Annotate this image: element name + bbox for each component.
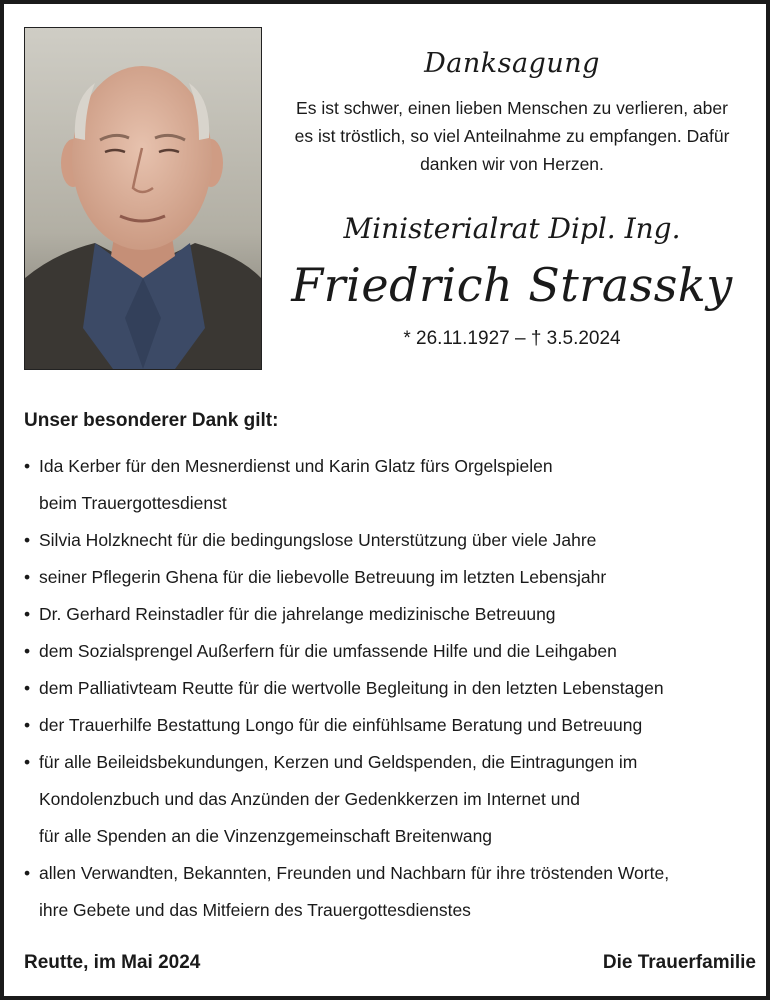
- list-item: [24, 744, 754, 855]
- list-item-line: Silvia Holzknecht für die bedingungslose Unterstützung über viele Jahre: [39, 530, 597, 550]
- bullet-icon: •: [24, 752, 31, 772]
- list-item-line: ihre Gebete und das Mitfeiern des Trauergottesdienstes: [39, 900, 471, 920]
- intro-line: danken wir von Herzen.: [420, 154, 604, 174]
- intro-line: Es ist schwer, einen lieben Menschen zu verlieren, aber: [296, 98, 728, 118]
- life-dates: * 26.11.1927 – † 3.5.2024: [403, 328, 621, 349]
- place-date: Reutte, im Mai 2024: [24, 952, 201, 973]
- list-item-line: der Trauerhilfe Bestattung Longo für die einfühlsame Beratung und Betreuung: [39, 715, 643, 735]
- list-item-line: dem Palliativteam Reutte für die wertvolle Begleitung in den letzten Lebenstagen: [39, 678, 664, 698]
- bullet-icon: •: [24, 863, 31, 883]
- list-item: [24, 448, 754, 522]
- list-item-line: für alle Beileidsbekundungen, Kerzen und Geldspenden, die Eintragungen im: [39, 752, 638, 772]
- bullet-icon: •: [24, 456, 31, 476]
- list-item: [24, 633, 754, 670]
- thanks-list: [24, 448, 754, 929]
- list-item-line: Dr. Gerhard Reinstadler für die jahrelange medizinische Betreuung: [39, 604, 556, 624]
- thanks-heading: Unser besonderer Dank gilt:: [24, 410, 279, 431]
- bullet-icon: •: [24, 678, 31, 698]
- list-item-line: allen Verwandten, Bekannten, Freunden und Nachbarn für ihre tröstenden Worte,: [39, 863, 670, 883]
- bullet-icon: •: [24, 604, 31, 624]
- list-item: [24, 522, 754, 559]
- portrait-photo: [24, 27, 262, 370]
- list-item: [24, 707, 754, 744]
- list-item: [24, 559, 754, 596]
- intro-text: [262, 94, 762, 178]
- intro-line: es ist tröstlich, so viel Anteilnahme zu empfangen. Dafür: [294, 126, 730, 146]
- list-item-line: beim Trauergottesdienst: [39, 493, 227, 513]
- bullet-icon: •: [24, 641, 31, 661]
- list-item: [24, 855, 754, 929]
- deceased-title: Ministerialrat Dipl. Ing.: [343, 212, 681, 245]
- list-item-line: dem Sozialsprengel Außerfern für die umfassende Hilfe und die Leihgaben: [39, 641, 617, 661]
- list-item-line: Kondolenzbuch und das Anzünden der Gedenkkerzen im Internet und: [39, 789, 580, 809]
- list-item-line: Ida Kerber für den Mesnerdienst und Karin Glatz fürs Orgelspielen: [39, 456, 553, 476]
- list-item-line: für alle Spenden an die Vinzenzgemeinschaft Breitenwang: [39, 826, 493, 846]
- bullet-icon: •: [24, 567, 31, 587]
- deceased-name: Friedrich Strassky: [291, 258, 733, 312]
- bullet-icon: •: [24, 530, 31, 550]
- list-item: [24, 670, 754, 707]
- bullet-icon: •: [24, 715, 31, 735]
- heading-danksagung: Danksagung: [424, 48, 600, 79]
- list-item-line: seiner Pflegerin Ghena für die liebevolle Betreuung im letzten Lebensjahr: [39, 567, 607, 587]
- list-item: [24, 596, 754, 633]
- signature: Die Trauerfamilie: [602, 952, 756, 973]
